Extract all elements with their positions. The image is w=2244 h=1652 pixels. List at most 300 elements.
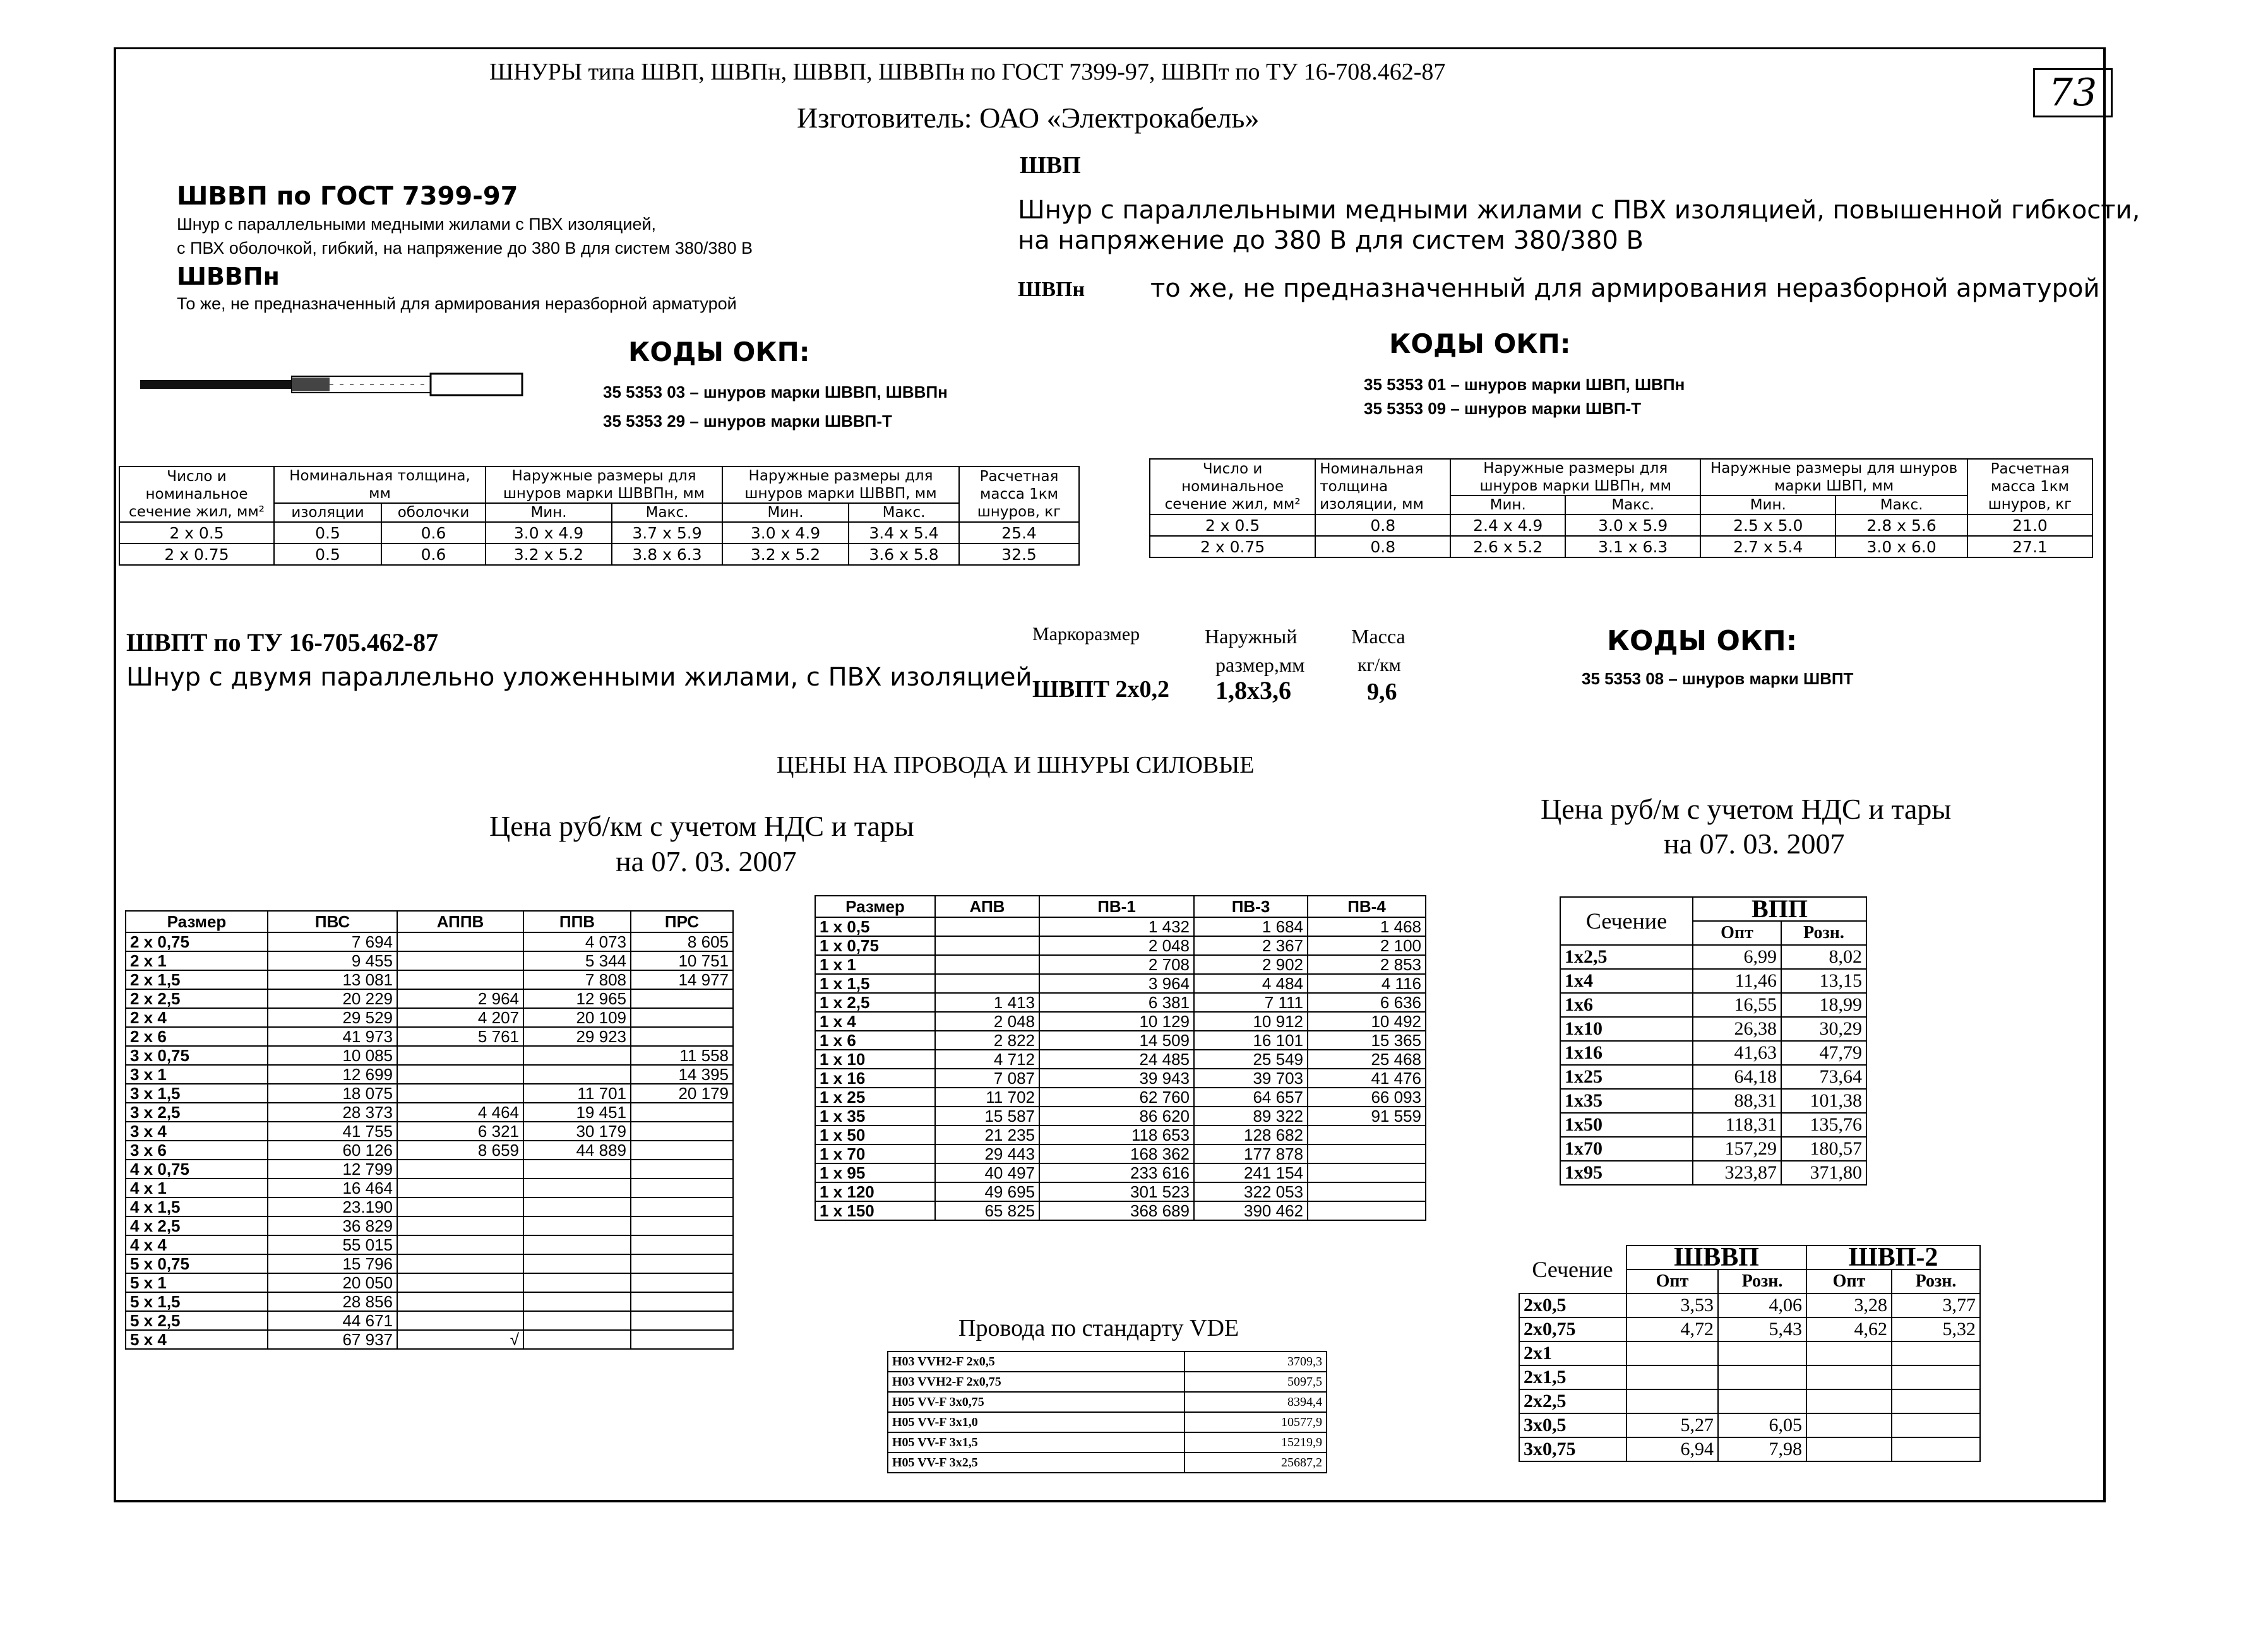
table-row [815, 955, 1426, 974]
table-row [1560, 1017, 1866, 1041]
table-cell: 2 x 0,75 [126, 932, 268, 951]
table-cell [631, 989, 733, 1008]
table-cell: 18,99 [1781, 993, 1866, 1017]
table-row [126, 1235, 733, 1254]
table-row [126, 1179, 733, 1197]
table-cell: 0.5 [274, 544, 381, 565]
header-cell: Расчетная масса 1км шнуров, кг [959, 466, 1079, 522]
table-cell [631, 1292, 733, 1311]
table-cell: 3.0 x 6.0 [1835, 536, 1967, 557]
table-cell: 2.4 x 4.9 [1450, 514, 1565, 536]
table-cell: 2 x 6 [126, 1027, 268, 1046]
shvpt-codes-title: КОДЫ ОКП: [1607, 625, 1798, 657]
table-cell: 101,38 [1781, 1089, 1866, 1113]
shvvp-codes-title: КОДЫ ОКП: [628, 336, 810, 367]
header-cell: Номинальная толщина, мм [274, 466, 486, 503]
table-cell [1806, 1413, 1892, 1437]
header-cell: Мин. [486, 503, 612, 522]
table-cell: 15219,9 [1185, 1432, 1327, 1453]
table-cell: 13,15 [1781, 969, 1866, 993]
table-cell: 2.7 x 5.4 [1700, 536, 1835, 557]
table-row [1560, 993, 1866, 1017]
table-cell: 2.8 x 5.6 [1835, 514, 1967, 536]
table-cell [1806, 1437, 1892, 1461]
table-cell: 128 682 [1194, 1126, 1308, 1144]
table-cell: 3.1 x 6.3 [1565, 536, 1700, 557]
header-cell: ПРС [631, 911, 733, 932]
table-row [815, 917, 1426, 936]
table-row [126, 1330, 733, 1349]
table-row [1150, 536, 2092, 557]
table-cell: 18 075 [268, 1084, 397, 1103]
header-cell: Размер [126, 911, 268, 932]
table-cell: 371,80 [1781, 1161, 1866, 1185]
table-cell: 14 977 [631, 970, 733, 989]
table-cell: 6,94 [1626, 1437, 1718, 1461]
table-cell: 16,55 [1693, 993, 1781, 1017]
shvpt-mass-header-1: Масса [1351, 625, 1405, 648]
table-cell [523, 1179, 631, 1197]
table-cell [1308, 1144, 1426, 1163]
table-row [1519, 1341, 1980, 1365]
table-cell [397, 951, 523, 970]
table-cell: 44 671 [268, 1311, 397, 1330]
table-cell [631, 1330, 733, 1349]
table-cell: 4 464 [397, 1103, 523, 1122]
header-cell: Розн. [1718, 1269, 1806, 1293]
table-cell: 2 x 4 [126, 1008, 268, 1027]
header-cell: ПВС [268, 911, 397, 932]
table-cell: 5 x 1,5 [126, 1292, 268, 1311]
table-cell: 4 x 2,5 [126, 1216, 268, 1235]
table-cell: 64,18 [1693, 1065, 1781, 1089]
table-cell [1718, 1365, 1806, 1389]
table-cell: 2 x 1,5 [126, 970, 268, 989]
header-cell: ВПП [1693, 897, 1866, 921]
table-cell: 47,79 [1781, 1041, 1866, 1065]
table-row [126, 1311, 733, 1330]
table-row [815, 936, 1426, 955]
header-cell: Наружные размеры для шнуров марки ШВВП, мм [722, 466, 959, 503]
table-cell [523, 1273, 631, 1292]
table-row [1560, 1113, 1866, 1137]
table-cell: 1 x 25 [815, 1088, 935, 1107]
table-cell: 32.5 [959, 544, 1079, 565]
table-cell: 8 659 [397, 1141, 523, 1160]
table-cell: 1 x 70 [815, 1144, 935, 1163]
table-cell: 1х16 [1560, 1041, 1693, 1065]
header-cell: Макс. [849, 503, 959, 522]
table-row [126, 1141, 733, 1160]
table-cell: 12 699 [268, 1065, 397, 1084]
table-cell [631, 1122, 733, 1141]
table-cell: 8 605 [631, 932, 733, 951]
table-cell: 29 529 [268, 1008, 397, 1027]
table-cell: 30 179 [523, 1122, 631, 1141]
table-cell: 2 902 [1194, 955, 1308, 974]
table-row [126, 1008, 733, 1027]
table-cell: 12 799 [268, 1160, 397, 1179]
table-cell: 2 048 [1039, 936, 1194, 955]
table-row [126, 1273, 733, 1292]
shvpt-code-1: 35 5353 08 – шнуров марки ШВПТ [1582, 669, 1854, 688]
table-cell: 118 653 [1039, 1126, 1194, 1144]
table-cell: 301 523 [1039, 1182, 1194, 1201]
shvp-desc-1: Шнур с параллельными медными жилами с ПВХ изоляцией, повышенной гибкости, [1018, 196, 2140, 225]
table-cell: 55 015 [268, 1235, 397, 1254]
table-cell: H05 VV-F 3x1,5 [888, 1432, 1185, 1453]
table-cell: 1 x 120 [815, 1182, 935, 1201]
header-cell: ПВ-4 [1308, 896, 1426, 917]
table-cell: 3.0 x 4.9 [486, 522, 612, 544]
table-cell: 10 912 [1194, 1012, 1308, 1031]
table-cell: 10 129 [1039, 1012, 1194, 1031]
table-cell [631, 1103, 733, 1122]
table-cell [397, 1235, 523, 1254]
shvpt-desc: Шнур с двумя параллельно уложенными жилами, с ПВХ изоляцией [126, 663, 1032, 692]
shvpt-mark: ШВПТ 2х0,2 [1032, 676, 1169, 703]
table-cell [1718, 1389, 1806, 1413]
shvp-desc-2: на напряжение до 380 В для систем 380/380 В [1018, 226, 1644, 255]
table-row [888, 1453, 1327, 1473]
table-cell: 4 484 [1194, 974, 1308, 993]
right-price-caption-1: Цена руб/м с учетом НДС и тары [1541, 793, 1952, 825]
table-cell: 5,32 [1892, 1317, 1980, 1341]
table-row [815, 974, 1426, 993]
table-cell: 30,29 [1781, 1017, 1866, 1041]
table-cell: 9 455 [268, 951, 397, 970]
table-row [126, 1254, 733, 1273]
table-cell [397, 970, 523, 989]
table-cell: 7 694 [268, 932, 397, 951]
left-price-caption-1: Цена руб/км с учетом НДС и тары [489, 810, 914, 842]
shvpt-size-header-1: Наружный [1205, 625, 1298, 648]
table-cell: 1х6 [1560, 993, 1693, 1017]
table-cell: 5 x 1 [126, 1273, 268, 1292]
table-row [126, 989, 733, 1008]
table-cell: 4 x 4 [126, 1235, 268, 1254]
table-cell: 64 657 [1194, 1088, 1308, 1107]
table-cell [1626, 1365, 1718, 1389]
table-cell: 25.4 [959, 522, 1079, 544]
table-cell: 5 344 [523, 951, 631, 970]
table-cell [397, 1311, 523, 1330]
table-cell: 41 755 [268, 1122, 397, 1141]
header-cell: Опт [1693, 921, 1781, 945]
table-cell [1626, 1341, 1718, 1365]
table-cell [1308, 1163, 1426, 1182]
table-cell [1718, 1341, 1806, 1365]
table-row [1150, 514, 2092, 536]
table-cell: 20 179 [631, 1084, 733, 1103]
table-cell: 0.8 [1315, 536, 1450, 557]
header-cell: Макс. [612, 503, 722, 522]
table-cell: 1х10 [1560, 1017, 1693, 1041]
header-title: ШНУРЫ типа ШВП, ШВПн, ШВВП, ШВВПн по ГОСТ 7399-97, ШВПт по ТУ 16-708.462-87 [489, 59, 1446, 85]
table-cell: 21 235 [935, 1126, 1039, 1144]
table-cell: 168 362 [1039, 1144, 1194, 1163]
table-cell: 8394,4 [1185, 1392, 1327, 1412]
shvpt-title: ШВПТ по ТУ 16-705.462-87 [126, 628, 439, 657]
table-cell: 29 923 [523, 1027, 631, 1046]
table-cell: 1 x 35 [815, 1107, 935, 1126]
table-cell: 3.6 x 5.8 [849, 544, 959, 565]
table-cell: 6 321 [397, 1122, 523, 1141]
table-row [1519, 1389, 1980, 1413]
table-cell: 4 712 [935, 1050, 1039, 1069]
table-cell: 4 207 [397, 1008, 523, 1027]
table-cell: 1х2,5 [1560, 945, 1693, 969]
vde-table [887, 1351, 1327, 1473]
table-cell: 0.6 [381, 522, 486, 544]
table-cell: 40 497 [935, 1163, 1039, 1182]
table-cell: 86 620 [1039, 1107, 1194, 1126]
table-cell: 2х1 [1519, 1341, 1626, 1365]
table-cell: 5 x 2,5 [126, 1311, 268, 1330]
table-cell [397, 932, 523, 951]
table-cell: 2х1,5 [1519, 1365, 1626, 1389]
header-cell: Опт [1626, 1269, 1718, 1293]
table-cell: 2 x 0.5 [1150, 514, 1315, 536]
table-row [1560, 1041, 1866, 1065]
shvpt-mark-header: Маркоразмер [1032, 624, 1140, 645]
table-cell: 3 x 1,5 [126, 1084, 268, 1103]
table-cell: 4 073 [523, 932, 631, 951]
table-cell: 118,31 [1693, 1113, 1781, 1137]
table-cell: 23.190 [268, 1197, 397, 1216]
table-cell: 180,57 [1781, 1137, 1866, 1161]
header-maker: Изготовитель: ОАО «Электрокабель» [797, 102, 1260, 134]
table-cell: 241 154 [1194, 1163, 1308, 1182]
header-cell: Число и номинальное сечение жил, мм² [119, 466, 274, 522]
table-cell: 3х0,75 [1519, 1437, 1626, 1461]
table-cell [523, 1292, 631, 1311]
table-row [815, 1069, 1426, 1088]
table-row [1560, 1161, 1866, 1185]
table-cell: 15 796 [268, 1254, 397, 1273]
table-cell: 16 101 [1194, 1031, 1308, 1050]
table-cell: 67 937 [268, 1330, 397, 1349]
table-row [815, 1182, 1426, 1201]
table-cell: 20 229 [268, 989, 397, 1008]
table-cell: 1 x 1,5 [815, 974, 935, 993]
header-cell: Розн. [1781, 921, 1866, 945]
table-cell: 6 381 [1039, 993, 1194, 1012]
table-cell: 1 x 6 [815, 1031, 935, 1050]
table-cell: 4,72 [1626, 1317, 1718, 1341]
table-cell: 3.0 x 4.9 [722, 522, 849, 544]
table-cell: 73,64 [1781, 1065, 1866, 1089]
table-cell [631, 1273, 733, 1292]
table-cell: 2 x 2,5 [126, 989, 268, 1008]
shvpn-desc: то же, не предназначенный для армирования неразборной арматурой [1150, 274, 2100, 303]
table-row [126, 1027, 733, 1046]
shvvp-spec-table [119, 466, 1080, 566]
table-cell: 14 509 [1039, 1031, 1194, 1050]
table-cell: 1 x 2,5 [815, 993, 935, 1012]
table-cell [631, 1197, 733, 1216]
table-cell: H03 VVH2-F 2x0,75 [888, 1372, 1185, 1392]
table-cell: 24 485 [1039, 1050, 1194, 1069]
table-cell: 26,38 [1693, 1017, 1781, 1041]
table-row [126, 1197, 733, 1216]
table-cell: √ [397, 1330, 523, 1349]
shvpt-mass-header-2: кг/км [1358, 655, 1401, 675]
table-cell: 0.8 [1315, 514, 1450, 536]
shvvp-code-1: 35 5353 03 – шнуров марки ШВВП, ШВВПн [603, 383, 948, 401]
table-cell: 89 322 [1194, 1107, 1308, 1126]
table-row [888, 1432, 1327, 1453]
table-row [126, 1065, 733, 1084]
shvvp-desc-2: с ПВХ оболочкой, гибкий, на напряжение до 380 В для систем 380/380 В [177, 239, 753, 258]
table-cell [523, 1311, 631, 1330]
table-cell: 62 760 [1039, 1088, 1194, 1107]
table-cell: 323,87 [1693, 1161, 1781, 1185]
table-cell [397, 1065, 523, 1084]
table-cell [523, 1197, 631, 1216]
table-cell: 3.8 x 6.3 [612, 544, 722, 565]
table-cell: 5 x 4 [126, 1330, 268, 1349]
table-cell: 41 476 [1308, 1069, 1426, 1088]
table-cell: 2 853 [1308, 955, 1426, 974]
table-row [888, 1352, 1327, 1372]
table-cell [397, 1084, 523, 1103]
header-cell: Номинальная толщина изоляции, мм [1315, 459, 1450, 514]
table-cell: 88,31 [1693, 1089, 1781, 1113]
table-cell [1892, 1389, 1980, 1413]
shvvpn-title: ШВВПн [177, 263, 280, 290]
table-row [1560, 1089, 1866, 1113]
table-cell: 2 x 0.75 [119, 544, 274, 565]
table-cell: 21.0 [1967, 514, 2092, 536]
header-cell: изоляции [274, 503, 381, 522]
page-number: 73 [2033, 68, 2113, 117]
table-cell: 10 085 [268, 1046, 397, 1065]
table-cell: 4 x 1 [126, 1179, 268, 1197]
table-cell: 368 689 [1039, 1201, 1194, 1220]
table-row [815, 1050, 1426, 1069]
table-cell [631, 1311, 733, 1330]
table-cell: 10 492 [1308, 1012, 1426, 1031]
shvpt-size-header-2: размер,мм [1215, 653, 1305, 676]
table-cell: 2 708 [1039, 955, 1194, 974]
table-cell: 3х0,5 [1519, 1413, 1626, 1437]
table-cell [1308, 1182, 1426, 1201]
shvpt-size: 1,8х3,6 [1215, 676, 1291, 704]
table-row [1519, 1413, 1980, 1437]
table-cell: 3,28 [1806, 1293, 1892, 1317]
table-row [126, 970, 733, 989]
table-cell [1308, 1201, 1426, 1220]
header-cell: Наружные размеры для шнуров марки ШВПн, мм [1450, 459, 1700, 496]
table-cell: 1 x 95 [815, 1163, 935, 1182]
table-cell: 177 878 [1194, 1144, 1308, 1163]
table-cell: 6,99 [1693, 945, 1781, 969]
shvp-title: ШВП [1020, 152, 1081, 179]
table-cell: 39 703 [1194, 1069, 1308, 1088]
table-cell: 10577,9 [1185, 1412, 1327, 1432]
table-cell [523, 1254, 631, 1273]
table-cell: 28 856 [268, 1292, 397, 1311]
table-cell: 91 559 [1308, 1107, 1426, 1126]
table-cell: 3 x 0,75 [126, 1046, 268, 1065]
table-cell: 3.0 x 5.9 [1565, 514, 1700, 536]
table-cell: 11,46 [1693, 969, 1781, 993]
table-cell: 5,27 [1626, 1413, 1718, 1437]
shvpn-title: ШВПн [1018, 278, 1085, 301]
table-row [1519, 1437, 1980, 1461]
table-cell [397, 1046, 523, 1065]
table-cell: 4 x 1,5 [126, 1197, 268, 1216]
table-cell: 3.4 x 5.4 [849, 522, 959, 544]
right-price-caption-2: на 07. 03. 2007 [1664, 828, 1845, 860]
left-price-caption-2: на 07. 03. 2007 [616, 845, 797, 877]
table-cell: 135,76 [1781, 1113, 1866, 1137]
header-cell: Мин. [1700, 496, 1835, 514]
table-cell: 11 702 [935, 1088, 1039, 1107]
table-cell: H03 VVH2-F 2x0,5 [888, 1352, 1185, 1372]
table-cell: 65 825 [935, 1201, 1039, 1220]
table-row [1560, 945, 1866, 969]
table-cell: 2 964 [397, 989, 523, 1008]
table-cell: 2 822 [935, 1031, 1039, 1050]
header-cell: Макс. [1565, 496, 1700, 514]
cable-image [140, 371, 525, 398]
table-cell [631, 1179, 733, 1197]
table-row [1560, 969, 1866, 993]
header-cell: Опт [1806, 1269, 1892, 1293]
vde-title: Провода по стандарту VDE [958, 1315, 1239, 1341]
table-row [815, 1144, 1426, 1163]
table-row [888, 1392, 1327, 1412]
shvvp-desc-1: Шнур с параллельными медными жилами с ПВХ изоляцией, [177, 215, 657, 234]
table-cell: 5 x 0,75 [126, 1254, 268, 1273]
header-cell: АПВ [935, 896, 1039, 917]
table-cell: 4 116 [1308, 974, 1426, 993]
table-row [126, 1084, 733, 1103]
table-cell: H05 VV-F 3x2,5 [888, 1453, 1185, 1473]
table-cell: 2 x 0.5 [119, 522, 274, 544]
table-cell [1806, 1389, 1892, 1413]
table-cell: 1х50 [1560, 1113, 1693, 1137]
table-cell [1806, 1341, 1892, 1365]
price-table-b [815, 895, 1426, 1221]
table-cell [631, 1027, 733, 1046]
table-cell: 49 695 [935, 1182, 1039, 1201]
header-cell: ПВ-1 [1039, 896, 1194, 917]
shvvp-shvp2-price-table [1519, 1245, 1981, 1462]
table-cell: 12 965 [523, 989, 631, 1008]
table-cell: 39 943 [1039, 1069, 1194, 1088]
table-row [1560, 1065, 1866, 1089]
header-cell: Мин. [1450, 496, 1565, 514]
header-cell: ШВВП [1626, 1245, 1806, 1269]
table-cell: H05 VV-F 3x0,75 [888, 1392, 1185, 1412]
shvp-codes-title: КОДЫ ОКП: [1389, 328, 1571, 359]
table-cell: 6,05 [1718, 1413, 1806, 1437]
shvvpn-desc: То же, не предназначенный для армирования неразборной арматурой [177, 294, 737, 313]
table-cell: 3,77 [1892, 1293, 1980, 1317]
table-cell [397, 1197, 523, 1216]
vpp-price-table [1560, 896, 1867, 1186]
price-table-a [125, 910, 734, 1350]
table-row [119, 522, 1079, 544]
shvvp-title: ШВВП по ГОСТ 7399-97 [177, 182, 518, 211]
table-cell: 20 050 [268, 1273, 397, 1292]
table-cell: 13 081 [268, 970, 397, 989]
table-cell: 5097,5 [1185, 1372, 1327, 1392]
table-row [126, 932, 733, 951]
